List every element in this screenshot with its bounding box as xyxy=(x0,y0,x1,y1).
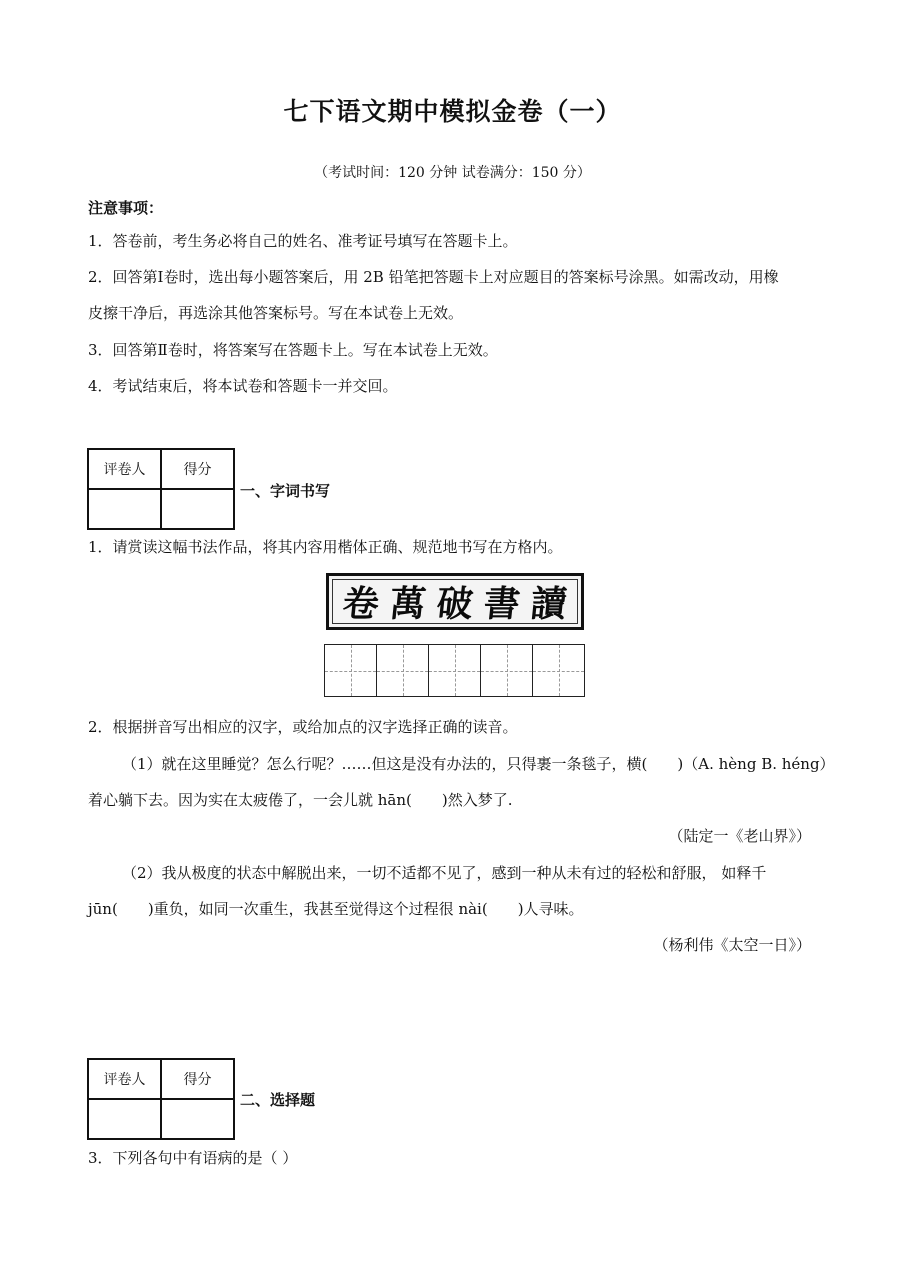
passage-1-line-1: （1）就在这里睡觉？怎么行呢？……但这是没有办法的，只得裹一条毯子，横( )（A. hèng B. héng） xyxy=(122,755,835,773)
calligraphy-char: 書 xyxy=(481,583,523,625)
passage-2-source: （杨利伟《太空一日》） xyxy=(653,936,811,954)
calligraphy-image xyxy=(326,573,584,630)
score-cell[interactable] xyxy=(161,1099,234,1139)
score-label: 得分 xyxy=(161,1059,234,1099)
notice-item-4: 4．考试结束后，将本试卷和答题卡一并交回。 xyxy=(88,377,398,395)
section-1-title: 一、字词书写 xyxy=(240,482,331,500)
writing-cell[interactable] xyxy=(324,644,377,697)
writing-cell[interactable] xyxy=(480,644,533,697)
score-table-1 xyxy=(87,448,235,530)
reviewer-label: 评卷人 xyxy=(88,449,161,489)
score-label: 得分 xyxy=(161,449,234,489)
calligraphy-char: 讀 xyxy=(528,583,570,625)
notice-heading: 注意事项： xyxy=(88,199,164,217)
score-cell[interactable] xyxy=(161,489,234,529)
calligraphy-char: 卷 xyxy=(340,583,381,625)
exam-info: （考试时间：120 分钟 试卷满分：150 分） xyxy=(314,165,591,181)
question-1: 1．请赏读这幅书法作品，将其内容用楷体正确、规范地书写在方格内。 xyxy=(88,538,563,556)
passage-1-line-2: 着心躺下去。因为实在太疲倦了，一会儿就 hān( )然入梦了. xyxy=(88,791,513,809)
writing-cell[interactable] xyxy=(428,644,481,697)
notice-item-2: 2．回答第Ⅰ卷时，选出每小题答案后，用 2B 铅笔把答题卡上对应题目的答案标号涂黑。如需改动，用橡 xyxy=(88,268,779,286)
writing-cell[interactable] xyxy=(532,644,585,697)
passage-1-source: （陆定一《老山界》） xyxy=(668,827,811,845)
notice-item-3: 3．回答第Ⅱ卷时，将答案写在答题卡上。写在本试卷上无效。 xyxy=(88,341,498,359)
writing-cell[interactable] xyxy=(376,644,429,697)
notice-item-1: 1．答卷前，考生务必将自己的姓名、准考证号填写在答题卡上。 xyxy=(88,232,518,250)
question-3: 3．下列各句中有语病的是（ ） xyxy=(88,1149,298,1167)
passage-2-line-1: （2）我从极度的状态中解脱出来，一切不适都不见了，感到一种从未有过的轻松和舒服， 如释千 xyxy=(122,864,767,882)
passage-2-line-2: jūn( )重负，如同一次重生，我甚至觉得这个过程很 nài( )人寻味。 xyxy=(88,900,584,918)
writing-grid xyxy=(325,644,585,697)
notice-item-2-cont: 皮擦干净后，再选涂其他答案标号。写在本试卷上无效。 xyxy=(88,304,464,322)
page-title: 七下语文期中模拟金卷（一） xyxy=(283,97,622,126)
question-2: 2．根据拼音写出相应的汉字，或给加点的汉字选择正确的读音。 xyxy=(88,718,518,736)
reviewer-label: 评卷人 xyxy=(88,1059,161,1099)
reviewer-cell[interactable] xyxy=(88,1099,161,1139)
score-table-2 xyxy=(87,1058,235,1140)
calligraphy-char: 萬 xyxy=(387,583,428,625)
calligraphy-char: 破 xyxy=(434,583,475,625)
section-2-title: 二、选择题 xyxy=(240,1091,316,1109)
reviewer-cell[interactable] xyxy=(88,489,161,529)
